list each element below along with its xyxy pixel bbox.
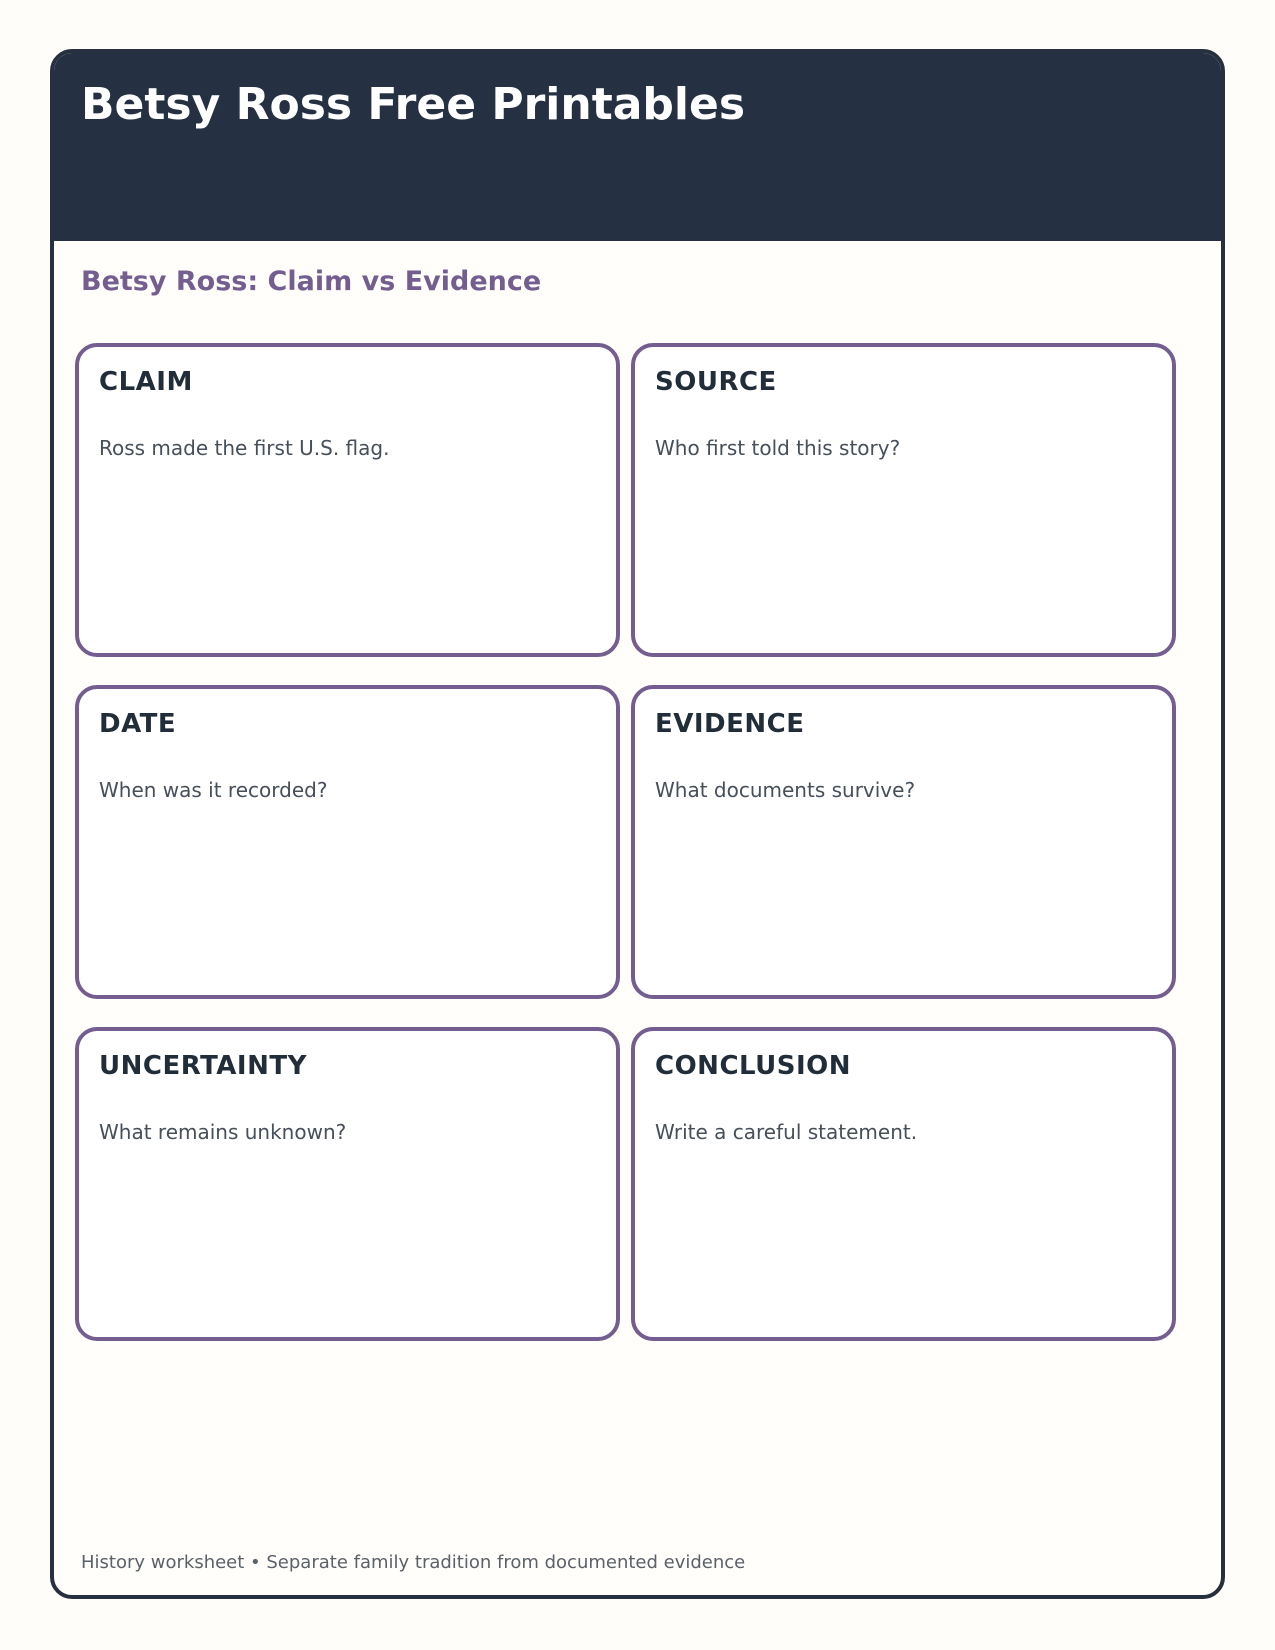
worksheet-subtitle: Betsy Ross: Claim vs Evidence <box>81 266 542 297</box>
evidence-card[interactable] <box>631 685 1176 999</box>
worksheet-page <box>50 49 1225 1599</box>
uncertainty-heading: UNCERTAINTY <box>99 1051 307 1081</box>
source-card[interactable] <box>631 343 1176 657</box>
date-card[interactable] <box>75 685 620 999</box>
conclusion-prompt: Write a careful statement. <box>655 1120 918 1144</box>
conclusion-card[interactable] <box>631 1027 1176 1341</box>
source-heading: SOURCE <box>655 367 777 397</box>
page-title: Betsy Ross Free Printables <box>81 79 746 130</box>
worksheet-footer: History worksheet • Separate family tradition from documented evidence <box>81 1552 746 1573</box>
uncertainty-prompt: What remains unknown? <box>99 1120 347 1144</box>
date-heading: DATE <box>99 709 177 739</box>
claim-card[interactable] <box>75 343 620 657</box>
claim-heading: CLAIM <box>99 367 193 397</box>
header-banner <box>54 53 1221 241</box>
evidence-prompt: What documents survive? <box>655 778 916 802</box>
uncertainty-card[interactable] <box>75 1027 620 1341</box>
date-prompt: When was it recorded? <box>99 778 328 802</box>
evidence-heading: EVIDENCE <box>655 709 805 739</box>
source-prompt: Who first told this story? <box>655 436 901 460</box>
conclusion-heading: CONCLUSION <box>655 1051 852 1081</box>
claim-prompt: Ross made the first U.S. flag. <box>99 436 390 460</box>
